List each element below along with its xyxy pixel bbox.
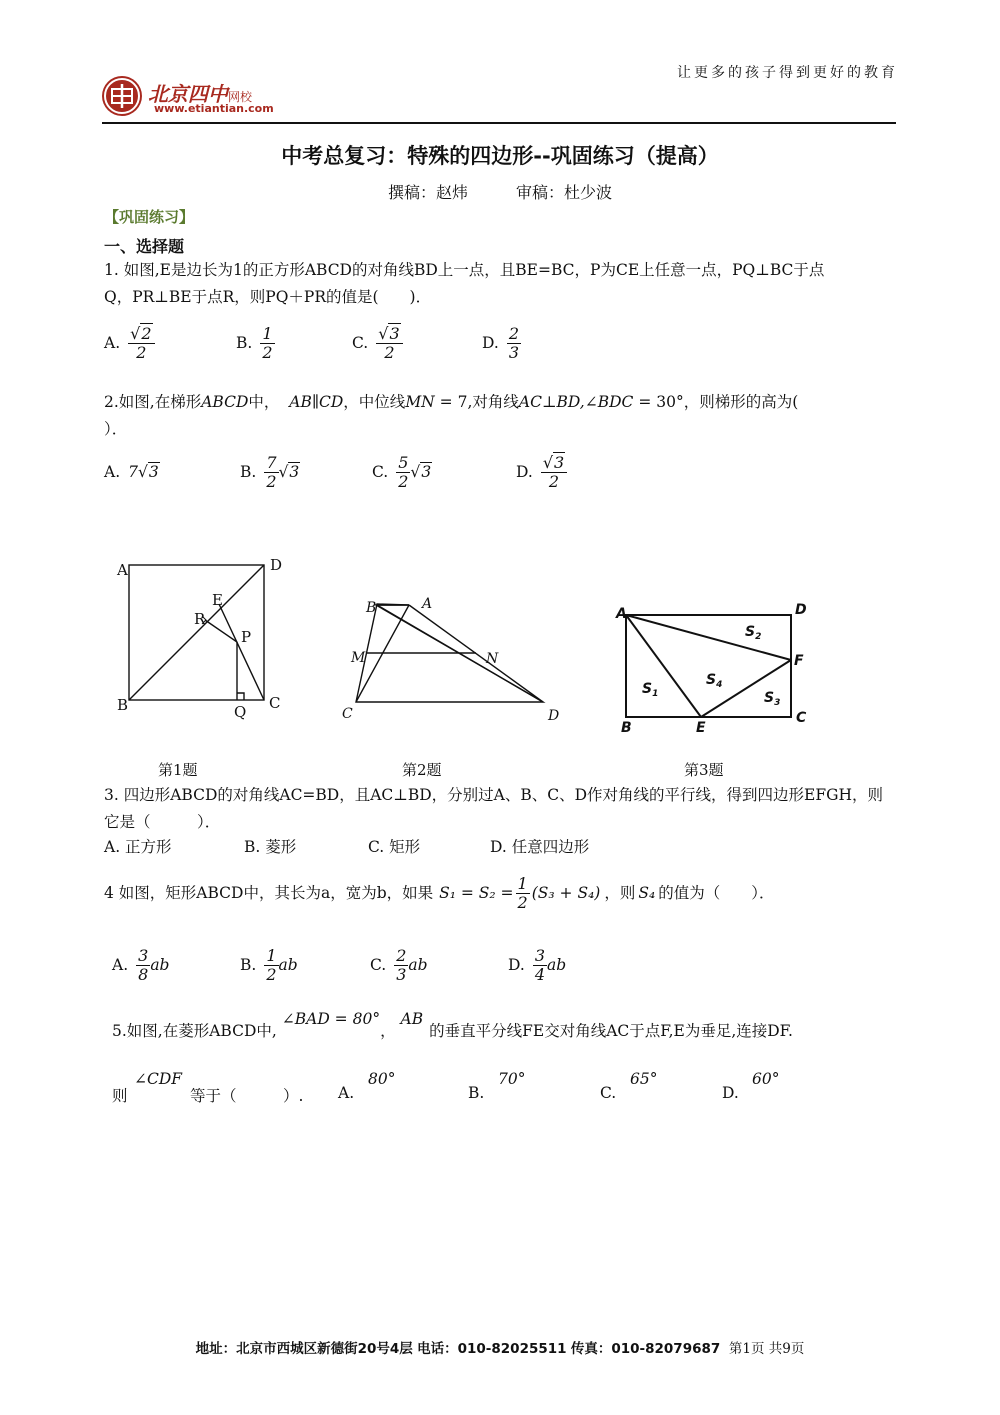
- fraction: $\frac{1}{2}$: [266, 945, 277, 984]
- q5-dengyu: 等于（ ）.: [190, 1087, 304, 1105]
- q5-option-d-label: D.: [722, 1084, 739, 1102]
- figures: [100, 550, 900, 750]
- option-value: 7√3: [128, 463, 159, 481]
- header-slogan: 让更多的孩子得到更好的教育: [677, 65, 898, 81]
- f2-label-d: D: [548, 708, 560, 724]
- denominator: 2: [136, 342, 147, 362]
- q5-option-c-label: C.: [600, 1084, 617, 1102]
- question-3-options: [104, 834, 894, 861]
- option-tail: ab: [547, 956, 567, 974]
- f1-label-c: C: [269, 694, 281, 712]
- q2-option-b: [240, 447, 300, 497]
- q5-option-a: 80°: [368, 1070, 396, 1088]
- f1-label-q: Q: [234, 703, 247, 721]
- q4-option-b: [240, 940, 298, 990]
- denominator: 3: [508, 342, 519, 362]
- option-tail: ab: [150, 956, 170, 974]
- q5-ab: AB: [400, 1010, 424, 1028]
- q5-ze: 则: [112, 1087, 128, 1105]
- fraction: $\frac{7}{2}$: [266, 452, 277, 491]
- question-1: [104, 257, 894, 311]
- q3-option-d: D. 任意四边形: [490, 838, 590, 856]
- fraction: [507, 325, 521, 362]
- sqrt: √3: [278, 463, 300, 481]
- f3-label-a: A: [616, 606, 627, 622]
- f3-label-b: B: [621, 720, 632, 736]
- logo-name: 北京四中网校: [148, 82, 253, 106]
- q4-text: 4 如图，矩形ABCD中，其长为a，宽为b，如果: [104, 883, 434, 902]
- f2-label-m: M: [351, 650, 366, 666]
- q4-option-c: [370, 940, 428, 990]
- option-label: B.: [236, 334, 253, 352]
- denominator: 2: [262, 342, 273, 362]
- fraction: [260, 325, 274, 362]
- question-2: [104, 389, 894, 443]
- fraction: $\frac{√2}{2}$: [128, 325, 154, 362]
- q5-option-b: 70°: [498, 1070, 526, 1088]
- option-label: A.: [104, 463, 121, 481]
- figure-3: [615, 602, 807, 736]
- footer: 地址：北京市西城区新德街20号4层 电话：010-82025511 传真：010-82079687 第1页 共9页: [195, 1341, 805, 1357]
- f2-label-n: N: [486, 651, 499, 667]
- option-label: B.: [240, 956, 257, 974]
- q3-option-c: C. 矩形: [368, 838, 421, 856]
- q3-option-b: B. 菱形: [244, 838, 297, 856]
- f2-label-c: C: [342, 706, 353, 722]
- option-label: C.: [352, 334, 369, 352]
- figure-2: [342, 596, 559, 724]
- radicand: 2: [141, 323, 152, 343]
- q2-option-a: [104, 447, 160, 497]
- q5-text: 的垂直平分线FE交对角线AC于点F,E为垂足,连接DF.: [429, 1022, 793, 1040]
- f1-label-r: R: [194, 610, 206, 628]
- q5-angle: ∠BAD = 80°: [281, 1010, 381, 1028]
- denominator: 2: [384, 342, 395, 362]
- f1-label-d: D: [270, 556, 283, 574]
- q5-option-c: 65°: [630, 1070, 658, 1088]
- f3-label-s1: $S_1$: [642, 681, 659, 699]
- q5-text: 5.如图,在菱形ABCD中,: [112, 1022, 277, 1040]
- question-4-options: [112, 940, 902, 990]
- figure-2-caption: 第2题: [402, 761, 442, 779]
- question-1-line2: Q，PR⊥BE于点R，则PQ＋PR的值是( )．: [104, 288, 432, 306]
- question-5-line2: [112, 1068, 902, 1112]
- q4-text: 的值为（ ）．: [658, 883, 775, 902]
- q5-option-a-label: A.: [338, 1084, 355, 1102]
- option-tail: ab: [278, 956, 298, 974]
- question-2-options: [104, 447, 894, 497]
- fraction: $\frac{5}{2}$: [398, 452, 409, 491]
- figure-1-caption: 第1题: [158, 761, 198, 779]
- q5-comma: ，: [380, 1022, 396, 1040]
- question-1-line1: 1. 如图,E是边长为1的正方形ABCD的对角线BD上一点，且BE=BC，P为CE上任意一点，PQ⊥BC于点: [104, 261, 825, 279]
- section-heading: 一、选择题: [104, 237, 185, 256]
- option-label: D.: [516, 463, 533, 481]
- sqrt: √3: [410, 463, 432, 481]
- fraction: $\frac{√3}{2}$: [541, 454, 567, 491]
- f1-label-b: B: [117, 696, 129, 714]
- fraction: $\frac{2}{3}$: [396, 945, 407, 984]
- question-3: [104, 782, 894, 836]
- page-title: 中考总复习：特殊的四边形--巩固练习（提高）: [281, 144, 719, 168]
- f3-label-s4: $S_4$: [706, 672, 723, 690]
- question-1-options: [104, 318, 894, 368]
- question-4: [104, 868, 894, 918]
- question-3-line1: 3. 四边形ABCD的对角线AC=BD，且AC⊥BD，分别过A、B、C、D作对角线的平行线，得到四边形EFGH，则: [104, 786, 884, 804]
- option-label: A.: [112, 956, 129, 974]
- question-5: [112, 1010, 902, 1045]
- figure-3-caption: 第3题: [684, 761, 724, 779]
- q3-option-a: A. 正方形: [104, 838, 172, 856]
- option-label: A.: [104, 334, 121, 352]
- option-tail: ab: [408, 956, 428, 974]
- fraction: $\frac{1}{2}$: [517, 873, 528, 912]
- q1-option-c: [352, 318, 403, 368]
- option-label: D.: [508, 956, 525, 974]
- option-label: C.: [372, 463, 389, 481]
- f3-label-c: C: [796, 710, 807, 726]
- fraction: $\frac{√3}{2}$: [376, 325, 402, 362]
- q4-option-a: [112, 940, 169, 990]
- numerator: 2: [508, 323, 519, 343]
- radicand: 3: [389, 323, 400, 343]
- option-label: D.: [482, 334, 499, 352]
- q4-formula-left: S₁ = S₂ =: [439, 883, 514, 902]
- f3-label-s2: $S_2$: [745, 624, 762, 642]
- q4-text: ，则: [604, 883, 636, 902]
- header-divider: [102, 122, 896, 124]
- logo-emblem-icon: [102, 76, 142, 116]
- option-label: C.: [370, 956, 387, 974]
- fraction: $\frac{3}{4}$: [534, 945, 545, 984]
- logo-url: www.etiantian.com: [154, 102, 274, 115]
- figure-1: [116, 556, 282, 721]
- f3-label-d: D: [795, 602, 807, 618]
- q5-option-d: 60°: [752, 1070, 780, 1088]
- q5-option-b-label: B.: [468, 1084, 485, 1102]
- q2-option-c: [372, 447, 432, 497]
- q1-option-d: [482, 318, 521, 368]
- f3-label-e: E: [696, 720, 706, 736]
- q1-option-a: [104, 318, 155, 368]
- question-2-line1: 2.如图,在梯形ABCD中， AB∥CD，中位线MN = 7,对角线AC⊥BD,∠BDC = 30°，则梯形的高为(: [104, 393, 799, 411]
- q4-s4: S₄: [638, 883, 656, 902]
- f2-label-a: A: [422, 596, 433, 612]
- question-3-line2: 它是（ ）．: [104, 813, 221, 831]
- q4-formula-right: (S₃ + S₄): [531, 883, 601, 902]
- f1-label-e: E: [212, 591, 223, 609]
- q1-option-b: [236, 318, 275, 368]
- f1-label-a: A: [117, 561, 128, 579]
- question-2-line2: ）．: [104, 420, 128, 438]
- option-label: B.: [240, 463, 257, 481]
- q4-option-d: [508, 940, 566, 990]
- f1-label-p: P: [241, 628, 252, 646]
- section-tag: 【巩固练习】: [104, 208, 195, 226]
- q2-option-d: [516, 447, 567, 497]
- q5-cdf: ∠CDF: [134, 1070, 183, 1088]
- f3-label-s3: $S_3$: [764, 690, 781, 708]
- fraction: $\frac{3}{8}$: [138, 945, 149, 984]
- f3-label-f: F: [794, 653, 804, 669]
- f2-label-b: B: [366, 600, 377, 616]
- numerator: 1: [262, 323, 273, 343]
- page-number: 第1页 共9页: [728, 1341, 805, 1357]
- authors: 撰稿：赵炜 审稿：杜少波: [387, 183, 612, 202]
